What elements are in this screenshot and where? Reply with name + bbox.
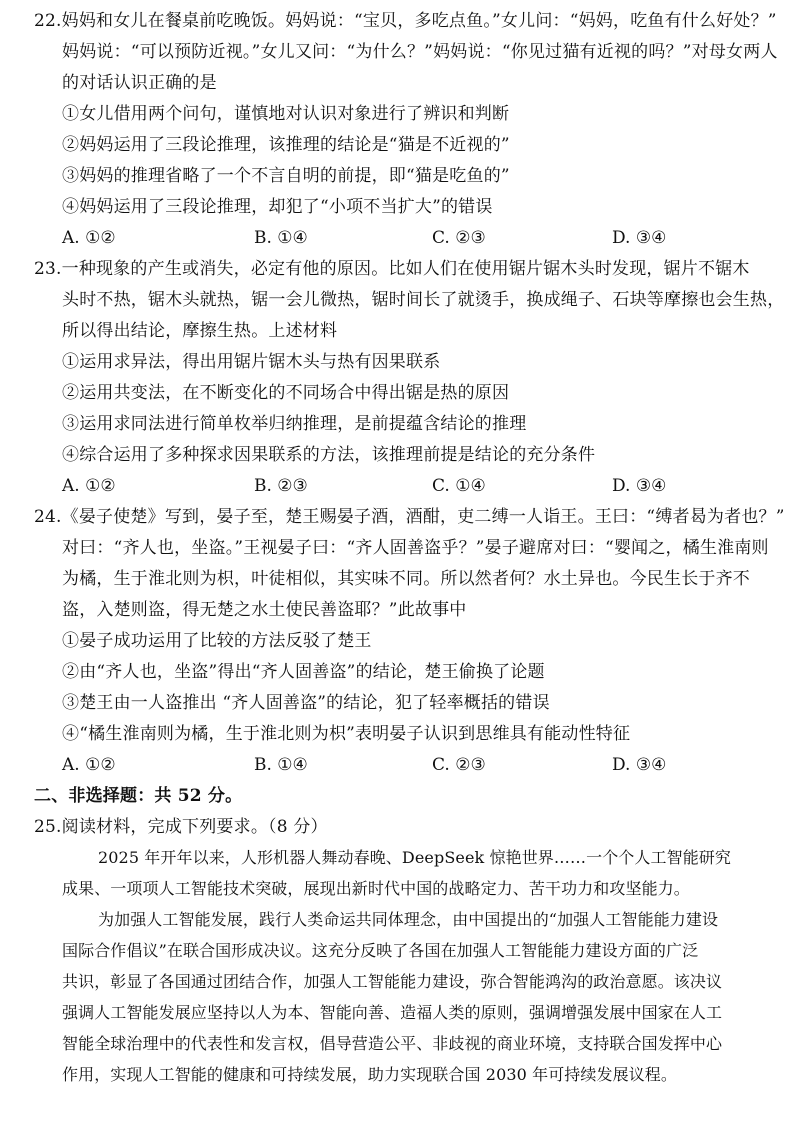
section-heading: 二、非选择题：共 52 分。	[34, 786, 243, 806]
q22-statement: ③妈妈的推理省略了一个不言自明的前提，即“猫是吃鱼的”	[62, 166, 510, 186]
q24-statement: ④“橘生淮南则为橘，生于淮北则为枳”表明晏子认识到思维具有能动性特征	[62, 724, 631, 744]
q25-material-line: 2025 年开年以来，人形机器人舞动春晚、DeepSeek 惊艳世界……一个个人工智能研究	[98, 848, 731, 867]
q22-option-c: C. ②③	[432, 228, 486, 248]
q23-option-a: A. ①②	[62, 476, 116, 496]
q24-option-d: D. ③④	[612, 755, 667, 775]
q23-option-c: C. ①④	[432, 476, 486, 496]
q24-option-a: A. ①②	[62, 755, 116, 775]
q22-statement: ②妈妈运用了三段论推理，该推理的结论是“猫是不近视的”	[62, 135, 510, 155]
q23-option-d: D. ③④	[612, 476, 667, 496]
q23-stem-line: 头时不热，锯木头就热，锯一会儿微热，锯时间长了就烫手，换成绳子、石块等摩擦也会生热，	[62, 290, 785, 310]
q25-material-line: 国际合作倡议”在联合国形成决议。这充分反映了各国在加强人工智能能力建设方面的广泛	[62, 941, 699, 960]
q25-material-line: 智能全球治理中的代表性和发言权，倡导营造公平、非歧视的商业环境，支持联合国发挥中心	[62, 1034, 723, 1053]
q25-material-line: 作用，实现人工智能的健康和可持续发展，助力实现联合国 2030 年可持续发展议程。	[62, 1065, 677, 1084]
q24-stem-line: 24.《晏子使楚》写到，晏子至，楚王赐晏子酒，酒酣，吏二缚一人诣王。王曰：“缚者曷为者也？”	[34, 507, 785, 527]
q22-stem-line: 的对话认识正确的是	[62, 73, 217, 93]
q23-statement: ④综合运用了多种探求因果联系的方法，该推理前提是结论的充分条件	[62, 445, 596, 465]
q23-option-b: B. ②③	[254, 476, 308, 496]
q22-statement: ④妈妈运用了三段论推理，却犯了“小项不当扩大”的错误	[62, 197, 493, 217]
q24-option-b: B. ①④	[254, 755, 308, 775]
q23-statement: ③运用求同法进行简单枚举归纳推理，是前提蕴含结论的推理	[62, 414, 527, 434]
q22-option-d: D. ③④	[612, 228, 667, 248]
q22-statement: ①女儿借用两个问句，谨慎地对认识对象进行了辨识和判断	[62, 104, 510, 124]
q24-stem-line: 盗，入楚则盗，得无楚之水土使民善盗耶？”此故事中	[62, 600, 467, 620]
q25-material-line: 成果、一项项人工智能技术突破，展现出新时代中国的战略定力、苦干功力和攻坚能力。	[62, 879, 690, 898]
q24-stem-line: 对曰：“齐人也，坐盗。”王视晏子曰：“齐人固善盗乎？”晏子避席对曰：“婴闻之，橘生淮南则	[62, 538, 769, 558]
q24-statement: ①晏子成功运用了比较的方法反驳了楚王	[62, 631, 372, 651]
q22-stem-line: 妈妈说：“可以预防近视。”女儿又问：“为什么？”妈妈说：“你见过猫有近视的吗？”对母女两人	[62, 42, 778, 62]
q25-prompt: 25.阅读材料，完成下列要求。（8 分）	[34, 817, 328, 837]
q24-statement: ③楚王由一人盗推出 “齐人固善盗”的结论，犯了轻率概括的错误	[62, 693, 550, 713]
q23-stem-line: 23.一种现象的产生或消失，必定有他的原因。比如人们在使用锯片锯木头时发现，锯片不锯木	[34, 259, 750, 279]
q22-option-b: B. ①④	[254, 228, 308, 248]
q22-options	[62, 226, 762, 250]
q23-options	[62, 474, 762, 498]
q25-material-line: 为加强人工智能发展，践行人类命运共同体理念，由中国提出的“加强人工智能能力建设	[98, 910, 719, 929]
q22-stem-line: 22.妈妈和女儿在餐桌前吃晚饭。妈妈说：“宝贝，多吃点鱼。”女儿问：“妈妈，吃鱼有什么好处？”	[34, 11, 777, 31]
q25-material-line: 共识，彰显了各国通过团结合作，加强人工智能能力建设，弥合智能鸿沟的政治意愿。该决议	[62, 972, 723, 991]
q24-stem-line: 为橘，生于淮北则为枳，叶徒相似，其实味不同。所以然者何？水土异也。今民生长于齐不	[62, 569, 750, 589]
q22-option-a: A. ①②	[62, 228, 116, 248]
q24-statement: ②由“齐人也，坐盗”得出“齐人固善盗”的结论，楚王偷换了论题	[62, 662, 545, 682]
q23-statement: ①运用求异法，得出用锯片锯木头与热有因果联系	[62, 352, 441, 372]
q24-options	[62, 753, 762, 777]
q25-material-line: 强调人工智能发展应坚持以人为本、智能向善、造福人类的原则，强调增强发展中国家在人工	[62, 1003, 723, 1022]
q24-option-c: C. ②③	[432, 755, 486, 775]
q23-statement: ②运用共变法，在不断变化的不同场合中得出锯是热的原因	[62, 383, 510, 403]
q23-stem-line: 所以得出结论，摩擦生热。上述材料	[62, 321, 338, 341]
